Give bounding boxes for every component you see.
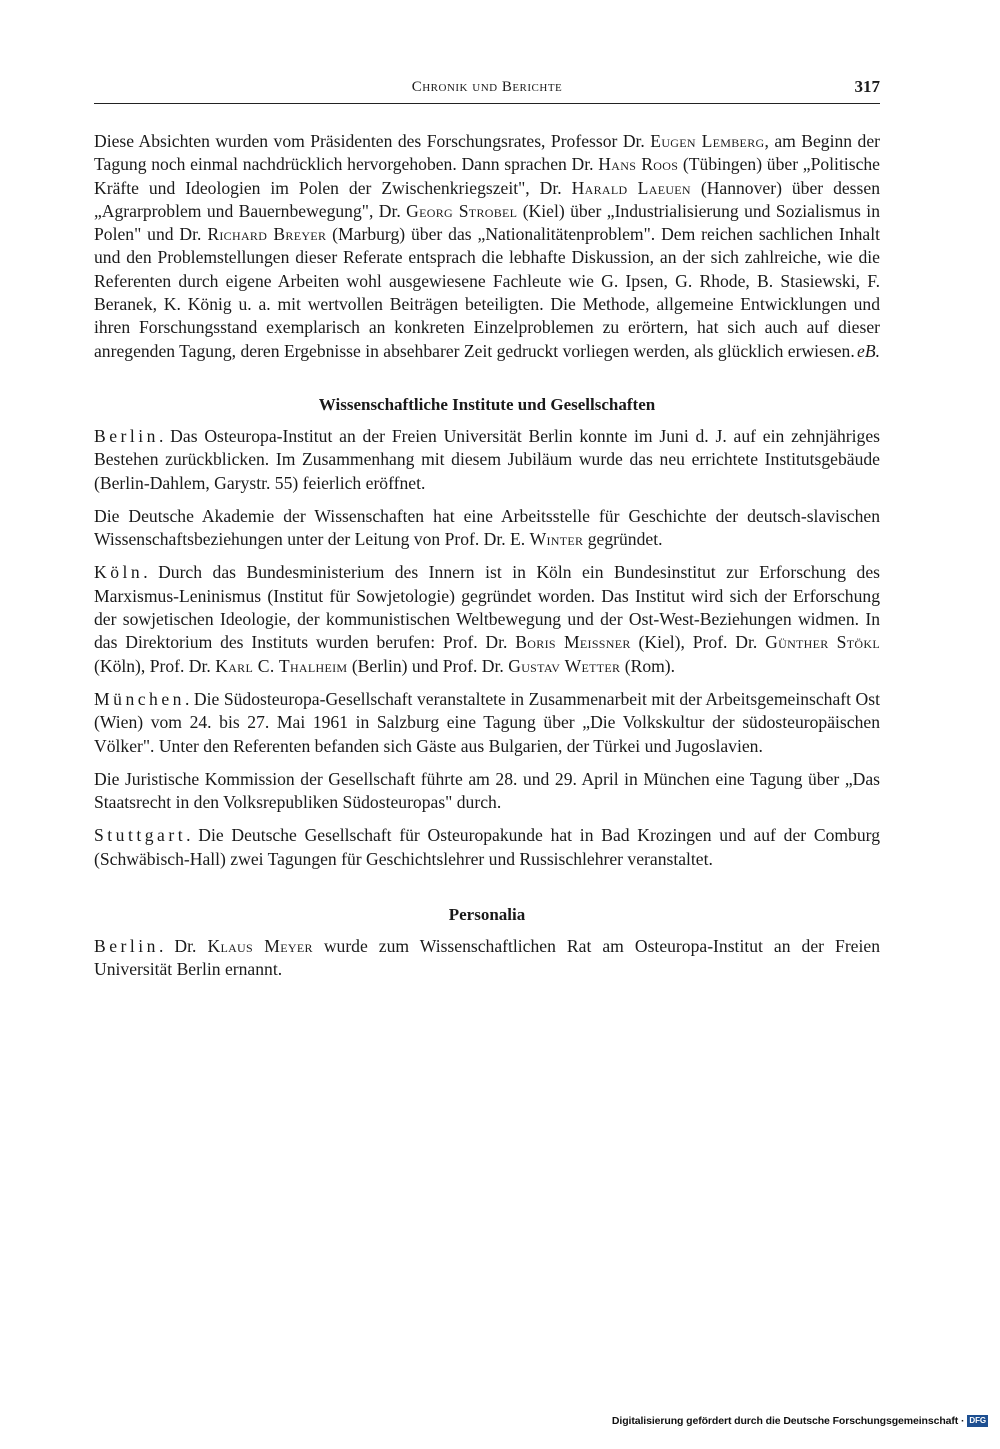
intro-paragraph: Diese Absichten wurden vom Präsidenten des Forschungsrates, Professor Dr. Eugen Lemberg, am Beginn der Tagung noch einmal nachdrücklich hervorgehoben. Dann sprachen Dr. Hans Roos (Tübingen) über „Politische Kräfte und Ideologien im Polen der Zwischenkriegszeit", Dr. Harald Laeuen (Hannover) über dessen „Agrarproblem und Bauernbewegung", Dr. Georg Strobel (Kiel) über „Industrialisierung und Sozialismus in Polen" und Dr. Richard Breyer (Marburg) über das „Nationalitätenproblem". Dem reichen sachlichen Inhalt und den Problemstellungen dieser Referate entsprach die lebhafte Diskussion, an der sich zahlreiche, wie die Referenten durch eigene Arbeiten wohl ausgewiesene Fachleute wie G. Ipsen, G. Rhode, B. Stasiewski, F. Beranek, K. König u. a. mit wertvollen Beiträgen beteiligten. Die Methode, allgemeine Entwicklungen und ihren Forschungsstand exemplarisch an konkreten Einzelproblemen zu erörtern, hat sich auch auf dieser anregenden Tagung, deren Ergebnisse in absehbarer Zeit gedruckt vorliegen werden, als glücklich erwiesen. eB.: [94, 130, 880, 363]
person-name: Hans Roos: [598, 154, 679, 175]
person-name: Harald Laeuen: [571, 177, 691, 198]
running-title: Chronik und Berichte: [411, 79, 563, 95]
news-item-akademie: Die Deutsche Akademie der Wissenschaften hat eine Arbeitsstelle für Geschichte der deutsch-slavischen Wissenschaftsbeziehungen unter der Leitung von Prof. Dr. E. Winter gegründet.: [94, 505, 880, 550]
city-name: Stuttgart: [94, 825, 187, 846]
news-item-juristische-kommission: Die Juristische Kommission der Gesellschaft führte am 28. und 29. April in München eine Tagung über „Das Staatsrecht in den Volksrepubliken Südosteuropas" durch.: [94, 768, 880, 813]
dfg-logo-icon: DFG: [969, 1416, 986, 1425]
city-name: Köln: [94, 562, 144, 583]
person-name: Günther Stökl: [765, 632, 880, 653]
person-name: Klaus Meyer: [207, 936, 313, 957]
person-name: Winter: [529, 529, 584, 550]
page-number: 317: [854, 77, 880, 96]
person-name: Karl C. Thalheim: [215, 655, 348, 676]
running-head: [94, 79, 880, 104]
digitization-footer: [612, 1415, 988, 1427]
section-title-personalia: Personalia: [448, 905, 526, 925]
section-title-institutes: Wissenschaftliche Institute und Gesellschaften: [318, 394, 656, 414]
person-name: Eugen Lemberg: [650, 131, 765, 151]
article-body: [94, 130, 880, 982]
person-name: Richard Breyer: [207, 224, 327, 245]
person-name: Georg Strobel: [406, 200, 518, 221]
news-item-stuttgart: Stuttgart. Die Deutsche Gesellschaft für Osteuropakunde hat in Bad Krozingen und auf der Comburg (Schwäbisch-Hall) zwei Tagungen für Geschichtslehrer und Russischlehrer veranstaltet.: [94, 825, 880, 869]
person-name: Boris Meissner: [515, 632, 631, 653]
author-signature: eB.: [857, 340, 880, 361]
city-name: Berlin: [94, 425, 159, 446]
city-name: Berlin: [94, 936, 159, 957]
person-name: Gustav Wetter: [508, 655, 621, 676]
footer-text: Digitalisierung gefördert durch die Deutsche Forschungsgemeinschaft ·: [611, 1415, 965, 1427]
news-item-berlin: Berlin. Das Osteuropa-Institut an der Freien Universität Berlin konnte im Juni d. J. auf ein zehnjähriges Bestehen zurückblicken. Im Zusammenhang mit diesem Jubiläum wurde das neu errichtete Institutsgebäude (Berlin-Dahlem, Garystr. 55) feierlich eröffnet.: [94, 425, 880, 493]
personalia-item-berlin: Berlin. Dr. Klaus Meyer wurde zum Wissenschaftlichen Rat am Osteuropa-Institut an der Freien Universität Berlin ernannt.: [94, 936, 880, 980]
news-item-muenchen: München. Die Südosteuropa-Gesellschaft veranstaltete in Zusammenarbeit mit der Arbeitsgemeinschaft Ost (Wien) vom 24. bis 27. Mai 1961 in Salzburg eine Tagung über „Die Volkskultur der südosteuropäischen Völker". Unter den Referenten befanden sich Gäste aus Bulgarien, der Türkei und Jugoslavien.: [94, 688, 880, 756]
news-item-koeln: Köln. Durch das Bundesministerium des Innern ist in Köln ein Bundesinstitut zur Erforschung des Marxismus-Leninismus (Institut für Sowjetologie) gegründet worden. Das Institut wird sich der Erforschung der sowjetischen Ideologie, der kommunistischen Weltbewegung und der Ost-West-Beziehungen widmen. In das Direktorium des Instituts wurden berufen: Prof. Dr. Boris Meissner (Kiel), Prof. Dr. Günther Stökl (Köln), Prof. Dr. Karl C. Thalheim (Berlin) und Prof. Dr. Gustav Wetter (Rom).: [94, 562, 880, 676]
city-name: München: [94, 688, 185, 709]
